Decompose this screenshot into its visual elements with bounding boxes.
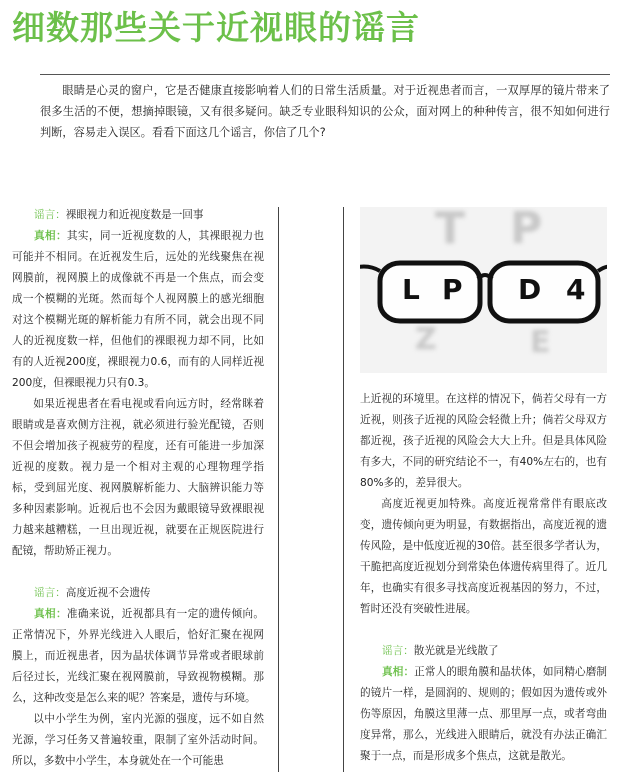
myth-label: 谣言： [34,587,66,599]
continued-para: 上近视的环境里。在这样的情况下，倘若父母有一方近视，则孩子近视的风险会轻微上升；倘若父母双方都近视，孩子近视的风险会大大上升。但是具体风险有多大，不同的研究结论不一，有40%左右的，也有80%多的，差异很大。 [360,393,607,489]
myth-text-1: 裸眼视力和近视度数是一回事 [65,209,204,221]
truth-label: 真相： [34,608,67,620]
myth-line-2 [12,583,264,604]
truth-text-1: 其实，同一近视度数的人，其裸眼视力也可能并不相同。在近视发生后，远处的光线聚焦在视网膜前，视网膜上的成像就不再是一个焦点，而会变成一个模糊的光斑。然而每个人视网膜上的感光细胞对这个模糊光斑的解析能力有所不同，就会出现不同人的近视度数一样，但他们的裸眼视力却不同，比如有的人近视200度，裸眼视力0.6，而有的人同样近视200度，但裸眼视力只有0.3。 [12,230,265,389]
truth-label: 真相： [34,230,67,242]
chart-letter: T [435,207,466,254]
right-column [360,389,607,767]
column-divider-left [278,207,279,772]
truth-para-1 [12,226,264,394]
spacer [360,620,607,641]
page-title: 细数那些关于近视眼的谣言 [12,8,420,47]
truth-para-2 [12,604,264,709]
lens-letter: L [402,273,420,306]
myth-label: 谣言： [382,645,414,657]
body-para-3: 高度近视更加特殊。高度近视常常伴有眼底改变，遗传倾向更为明显，有数据指出，高度近视的遗传风险，是中低度近视的30倍。甚至很多学者认为，干脆把高度近视划分到常染色体遗传病里得了。近几年，也确实有很多寻找高度近视基因的努力，不过，暂时还没有突破性进展。 [360,498,607,615]
myth-text-2: 高度近视不会遗传 [65,587,151,599]
body-para-2: 以中小学生为例，室内光源的强度，远不如自然光源，学习任务又普遍较重，限制了室外活动时间。所以，多数中小学生，本身就处在一个可能患 [12,713,264,767]
myth-line-1 [12,205,264,226]
title-divider [40,74,610,75]
myth-line-3 [360,641,607,662]
truth-text-3: 正常人的眼角膜和晶状体，如同精心磨制的镜片一样，是圆润的、规则的；假如因为遗传或外伤等原因，角膜这里薄一点、那里厚一点，或者弯曲度异常，那么，光线进入眼睛后，就没有办法正确汇聚于一点，而是形成多个焦点，这就是散光。 [360,666,608,762]
left-column [12,205,264,772]
myth-label: 谣言： [34,209,66,221]
intro-paragraph [40,80,610,143]
myth-text-3: 散光就是光线散了 [413,645,499,657]
truth-label: 真相： [382,666,415,678]
chart-letter: E [530,325,551,360]
chart-letter: Z [415,322,437,357]
spacer [12,562,264,583]
truth-para-3 [360,662,607,767]
body-para-1: 如果近视患者在看电视或看向远方时，经常眯着眼睛或是喜欢侧方注视，就必须进行验光配镜，否则不但会增加孩子视疲劳的程度，还有可能进一步加深近视的度数。视力是一个相对主观的心理物理学指标，受到屈光度、视网膜解析能力、大脑辨识能力等多种因素影响。近视后也不会因为戴眼镜导致裸眼视力越来越糟糕，一旦出现近视，就要在正规医院进行配镜，帮助矫正视力。 [12,398,264,557]
truth-text-2: 准确来说，近视都具有一定的遗传倾向。正常情况下，外界光线进入人眼后，恰好汇聚在视网膜上，而近视患者，因为晶状体调节异常或者眼球前后径过长，光线汇聚在视网膜前，导致视物模糊。那么，这种改变是怎么来的呢？答案是，遗传与环境。 [12,608,265,704]
chart-letter: P [510,207,543,254]
eye-chart-glasses-photo [360,207,607,373]
lens-letter: P [442,273,463,306]
column-divider-right [343,207,344,772]
lens-letter: 4 [566,273,586,306]
lens-letter: D [518,273,542,306]
intro-text: 眼睛是心灵的窗户，它是否健康直接影响着人们的日常生活质量。对于近视患者而言，一双厚厚的镜片带来了很多生活的不便，想摘掉眼镜，又有很多疑问。缺乏专业眼科知识的公众，面对网上的种种传言，很不知如何进行判断，容易走入误区。看看下面这几个谣言，你信了几个? [40,84,610,139]
